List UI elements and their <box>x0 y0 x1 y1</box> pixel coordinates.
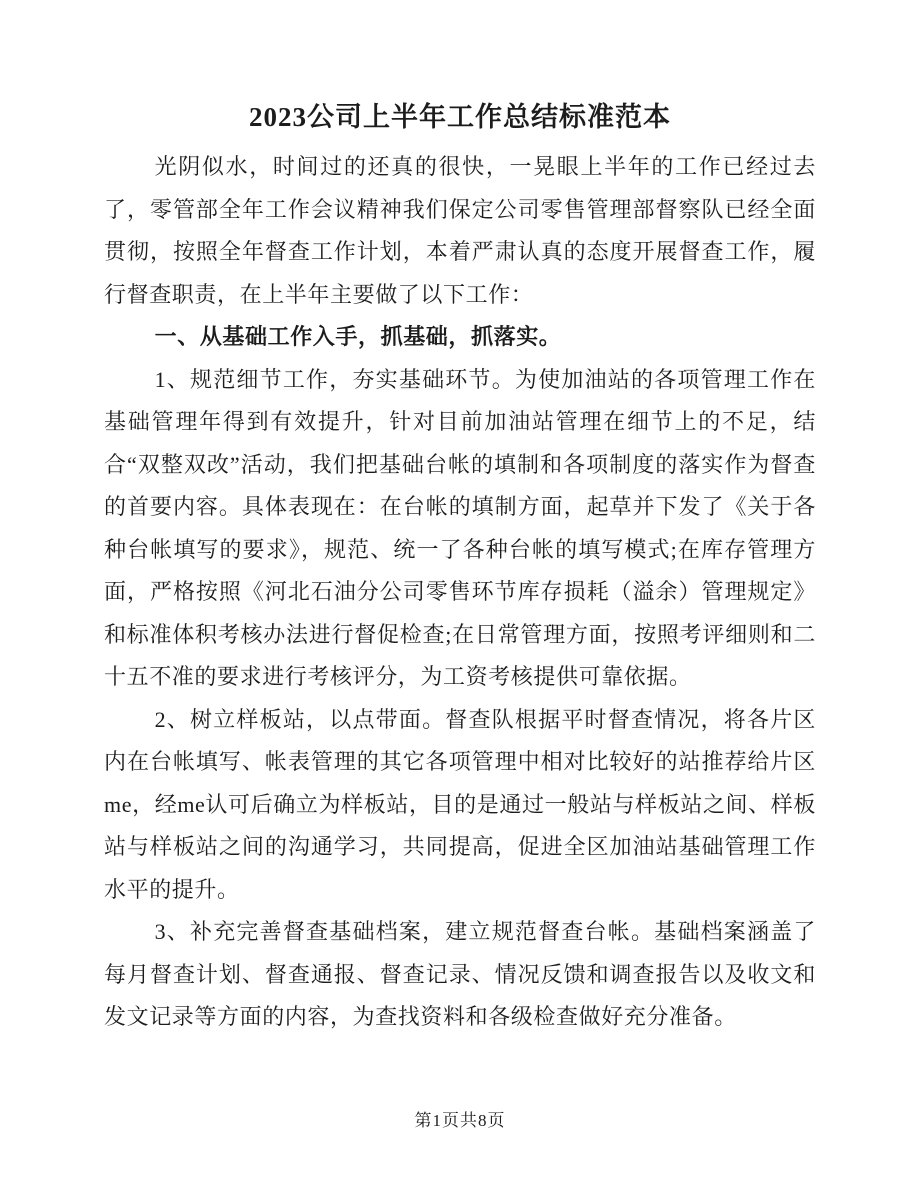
paragraph-item-1: 1、规范细节工作，夯实基础环节。为使加油站的各项管理工作在基础管理年得到有效提升，针对目前加油站管理在细节上的不足，结合“双整双改”活动，我们把基础台帐的填制和各项制度的落实作为督查的首要内容。具体表现在：在台帐的填制方面，起草并下发了《关于各种台帐填写的要求》，规范、统一了各种台帐的填写模式;在库存管理方面，严格按照《河北石油分公司零售环节库存损耗（溢余）管理规定》和标准体积考核办法进行督促检查;在日常管理方面，按照考评细则和二十五不准的要求进行考核评分，为工资考核提供可靠依据。 <box>104 366 816 689</box>
paragraph-item-3: 3、补充完善督查基础档案，建立规范督查台帐。基础档案涵盖了每月督查计划、督查通报、督查记录、情况反馈和调查报告以及收文和发文记录等方面的内容，为查找资料和各级检查做好充分准备。 <box>104 919 816 1029</box>
paragraph-intro: 光阴似水，时间过的还真的很快，一晃眼上半年的工作已经过去了，零管部全年工作会议精神我们保定公司零售管理部督察队已经全面贯彻，按照全年督查工作计划，本着严肃认真的态度开展督查工作，履行督查职责，在上半年主要做了以下工作： <box>104 154 816 307</box>
paragraph-item-2: 2、树立样板站，以点带面。督查队根据平时督查情况，将各片区内在台帐填写、帐表管理的其它各项管理中相对比较好的站推荐给片区me，经me认可后确立为样板站，目的是通过一般站与样板站之间、样板站与样板站之间的沟通学习，共同提高，促进全区加油站基础管理工作水平的提升。 <box>104 706 816 902</box>
document-title: 2023公司上半年工作总结标准范本 <box>249 102 671 132</box>
section-heading: 一、从基础工作入手，抓基础，抓落实。 <box>154 324 562 349</box>
page-number-indicator: 第1页共8页 <box>414 1111 506 1130</box>
